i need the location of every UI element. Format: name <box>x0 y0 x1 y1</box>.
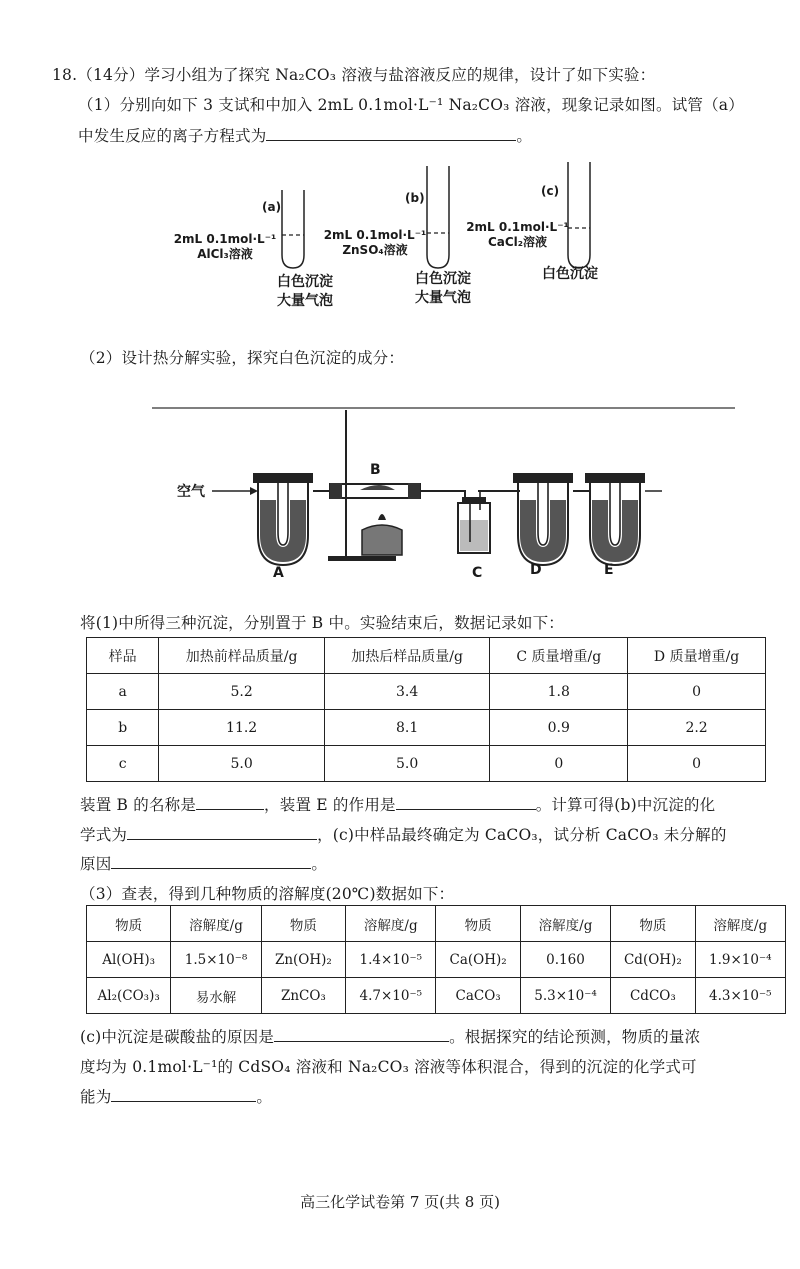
air-arrow-icon <box>250 487 258 495</box>
part2-intro: （2）设计热分解实验，探究白色沉淀的成分： <box>80 349 405 367</box>
tube-c-tag: (c) <box>541 184 560 198</box>
u-tube-d <box>513 473 573 565</box>
tube-a-tag: (a) <box>262 200 282 214</box>
part1-line1: （1）分别向如下 3 支试和中加入 2mL 0.1mol·L⁻¹ Na₂CO₃ 溶液，现象记录如图。试管（a） <box>78 96 744 114</box>
air-label: 空气 <box>177 484 205 500</box>
u-tube-e <box>585 473 645 565</box>
table-header-cell: C 质量增重/g <box>490 638 628 674</box>
tube-b-solution-label: 2mL 0.1mol·L⁻¹ ZnSO₄溶液 <box>323 228 427 257</box>
answer-blank-cd-precipitate[interactable] <box>111 1085 256 1102</box>
tube-b <box>427 166 449 268</box>
page-footer: 高三化学试卷第 7 页(共 8 页) <box>300 1193 500 1211</box>
hard-glass-tube-b <box>330 483 420 499</box>
table-header-cell: 加热前样品质量/g <box>159 638 325 674</box>
answer-blank-ionic-equation[interactable] <box>266 124 516 141</box>
part3-question-line1: (c)中沉淀是碳酸盐的原因是 。根据探究的结论预测，物质的量浓 <box>80 1025 700 1047</box>
question-header: 18.（14分）学习小组为了探究 Na₂CO₃ 溶液与盐溶液反应的规律，设计了如下实验： <box>52 66 656 84</box>
decomposition-data-table <box>86 637 766 782</box>
part2-question-line1: 装置 B 的名称是 ，装置 E 的作用是 。计算可得(b)中沉淀的化 <box>80 793 715 815</box>
u-tube-a <box>253 473 313 565</box>
part1-line2: 中发生反应的离子方程式为 。 <box>78 124 532 146</box>
answer-blank-carbonate-reason[interactable] <box>274 1025 449 1042</box>
table-row: Al₂(CO₃)₃ 易水解 ZnCO₃ 4.7×10⁻⁵ CaCO₃ 5.3×10⁻⁴ CdCO₃ 4.3×10⁻⁵ <box>87 978 786 1014</box>
part2-question-line2: 学式为 ，(c)中样品最终确定为 CaCO₃，试分析 CaCO₃ 未分解的 <box>80 823 727 845</box>
tube-c-solution-label: 2mL 0.1mol·L⁻¹ CaCl₂溶液 <box>466 220 569 249</box>
tube-c <box>568 162 590 268</box>
part3-question-line3: 能为 。 <box>80 1085 272 1107</box>
answer-blank-device-b-name[interactable] <box>196 793 264 810</box>
gas-washing-bottle-c <box>458 491 490 553</box>
apparatus-diagram <box>0 370 800 585</box>
tube-b-tag: (b) <box>405 191 425 205</box>
alcohol-lamp <box>362 514 402 555</box>
table-header-cell: D 质量增重/g <box>628 638 766 674</box>
table-header-cell: 加热后样品质量/g <box>324 638 489 674</box>
table-row: Al(OH)₃ 1.5×10⁻⁸ Zn(OH)₂ 1.4×10⁻⁵ Ca(OH)₂ 0.160 Cd(OH)₂ 1.9×10⁻⁴ <box>87 942 786 978</box>
label-e: E <box>604 562 614 578</box>
table-row: a 5.2 3.4 1.8 0 <box>87 674 766 710</box>
tube-c-observation: 白色沉淀 <box>542 266 598 282</box>
part3-intro: （3）查表，得到几种物质的溶解度(20℃)数据如下： <box>80 885 455 903</box>
table-row: b 11.2 8.1 0.9 2.2 <box>87 710 766 746</box>
label-b: B <box>370 462 381 478</box>
tube-a <box>282 190 304 268</box>
label-a: A <box>273 565 284 581</box>
table-header-cell: 样品 <box>87 638 159 674</box>
part2-question-line3: 原因 。 <box>80 852 327 874</box>
label-c: C <box>472 565 483 581</box>
tube-a-solution-label: 2mL 0.1mol·L⁻¹ AlCl₃溶液 <box>173 232 277 261</box>
answer-blank-device-e-purpose[interactable] <box>396 793 536 810</box>
solubility-table: 物质 溶解度/g 物质 溶解度/g 物质 溶解度/g 物质 溶解度/g Al(OH)₃ 1.5×10⁻⁸ Zn(OH)₂ 1.4×10⁻⁵ Ca(OH)₂ 0.160 Cd(OH)₂ 1.9×10⁻⁴ Al₂(CO₃)₃ 易水解 ZnCO₃ 4.7×10⁻⁵ CaCO₃ 5.3×10⁻⁴ CdCO₃ 4.3×10⁻⁵ <box>86 905 786 1014</box>
table-intro: 将(1)中所得三种沉淀，分别置于 B 中。实验结束后，数据记录如下： <box>80 614 565 632</box>
tube-b-observation: 白色沉淀 大量气泡 <box>415 271 471 306</box>
label-d: D <box>530 562 542 578</box>
part3-question-line2: 度均为 0.1mol·L⁻¹的 CdSO₄ 溶液和 Na₂CO₃ 溶液等体积混合，得到的沉淀的化学式可 <box>80 1058 697 1076</box>
tube-a-observation: 白色沉淀 大量气泡 <box>277 274 333 309</box>
table-row: c 5.0 5.0 0 0 <box>87 746 766 782</box>
answer-blank-b-formula[interactable] <box>127 823 317 840</box>
answer-blank-caco3-reason[interactable] <box>111 852 311 869</box>
